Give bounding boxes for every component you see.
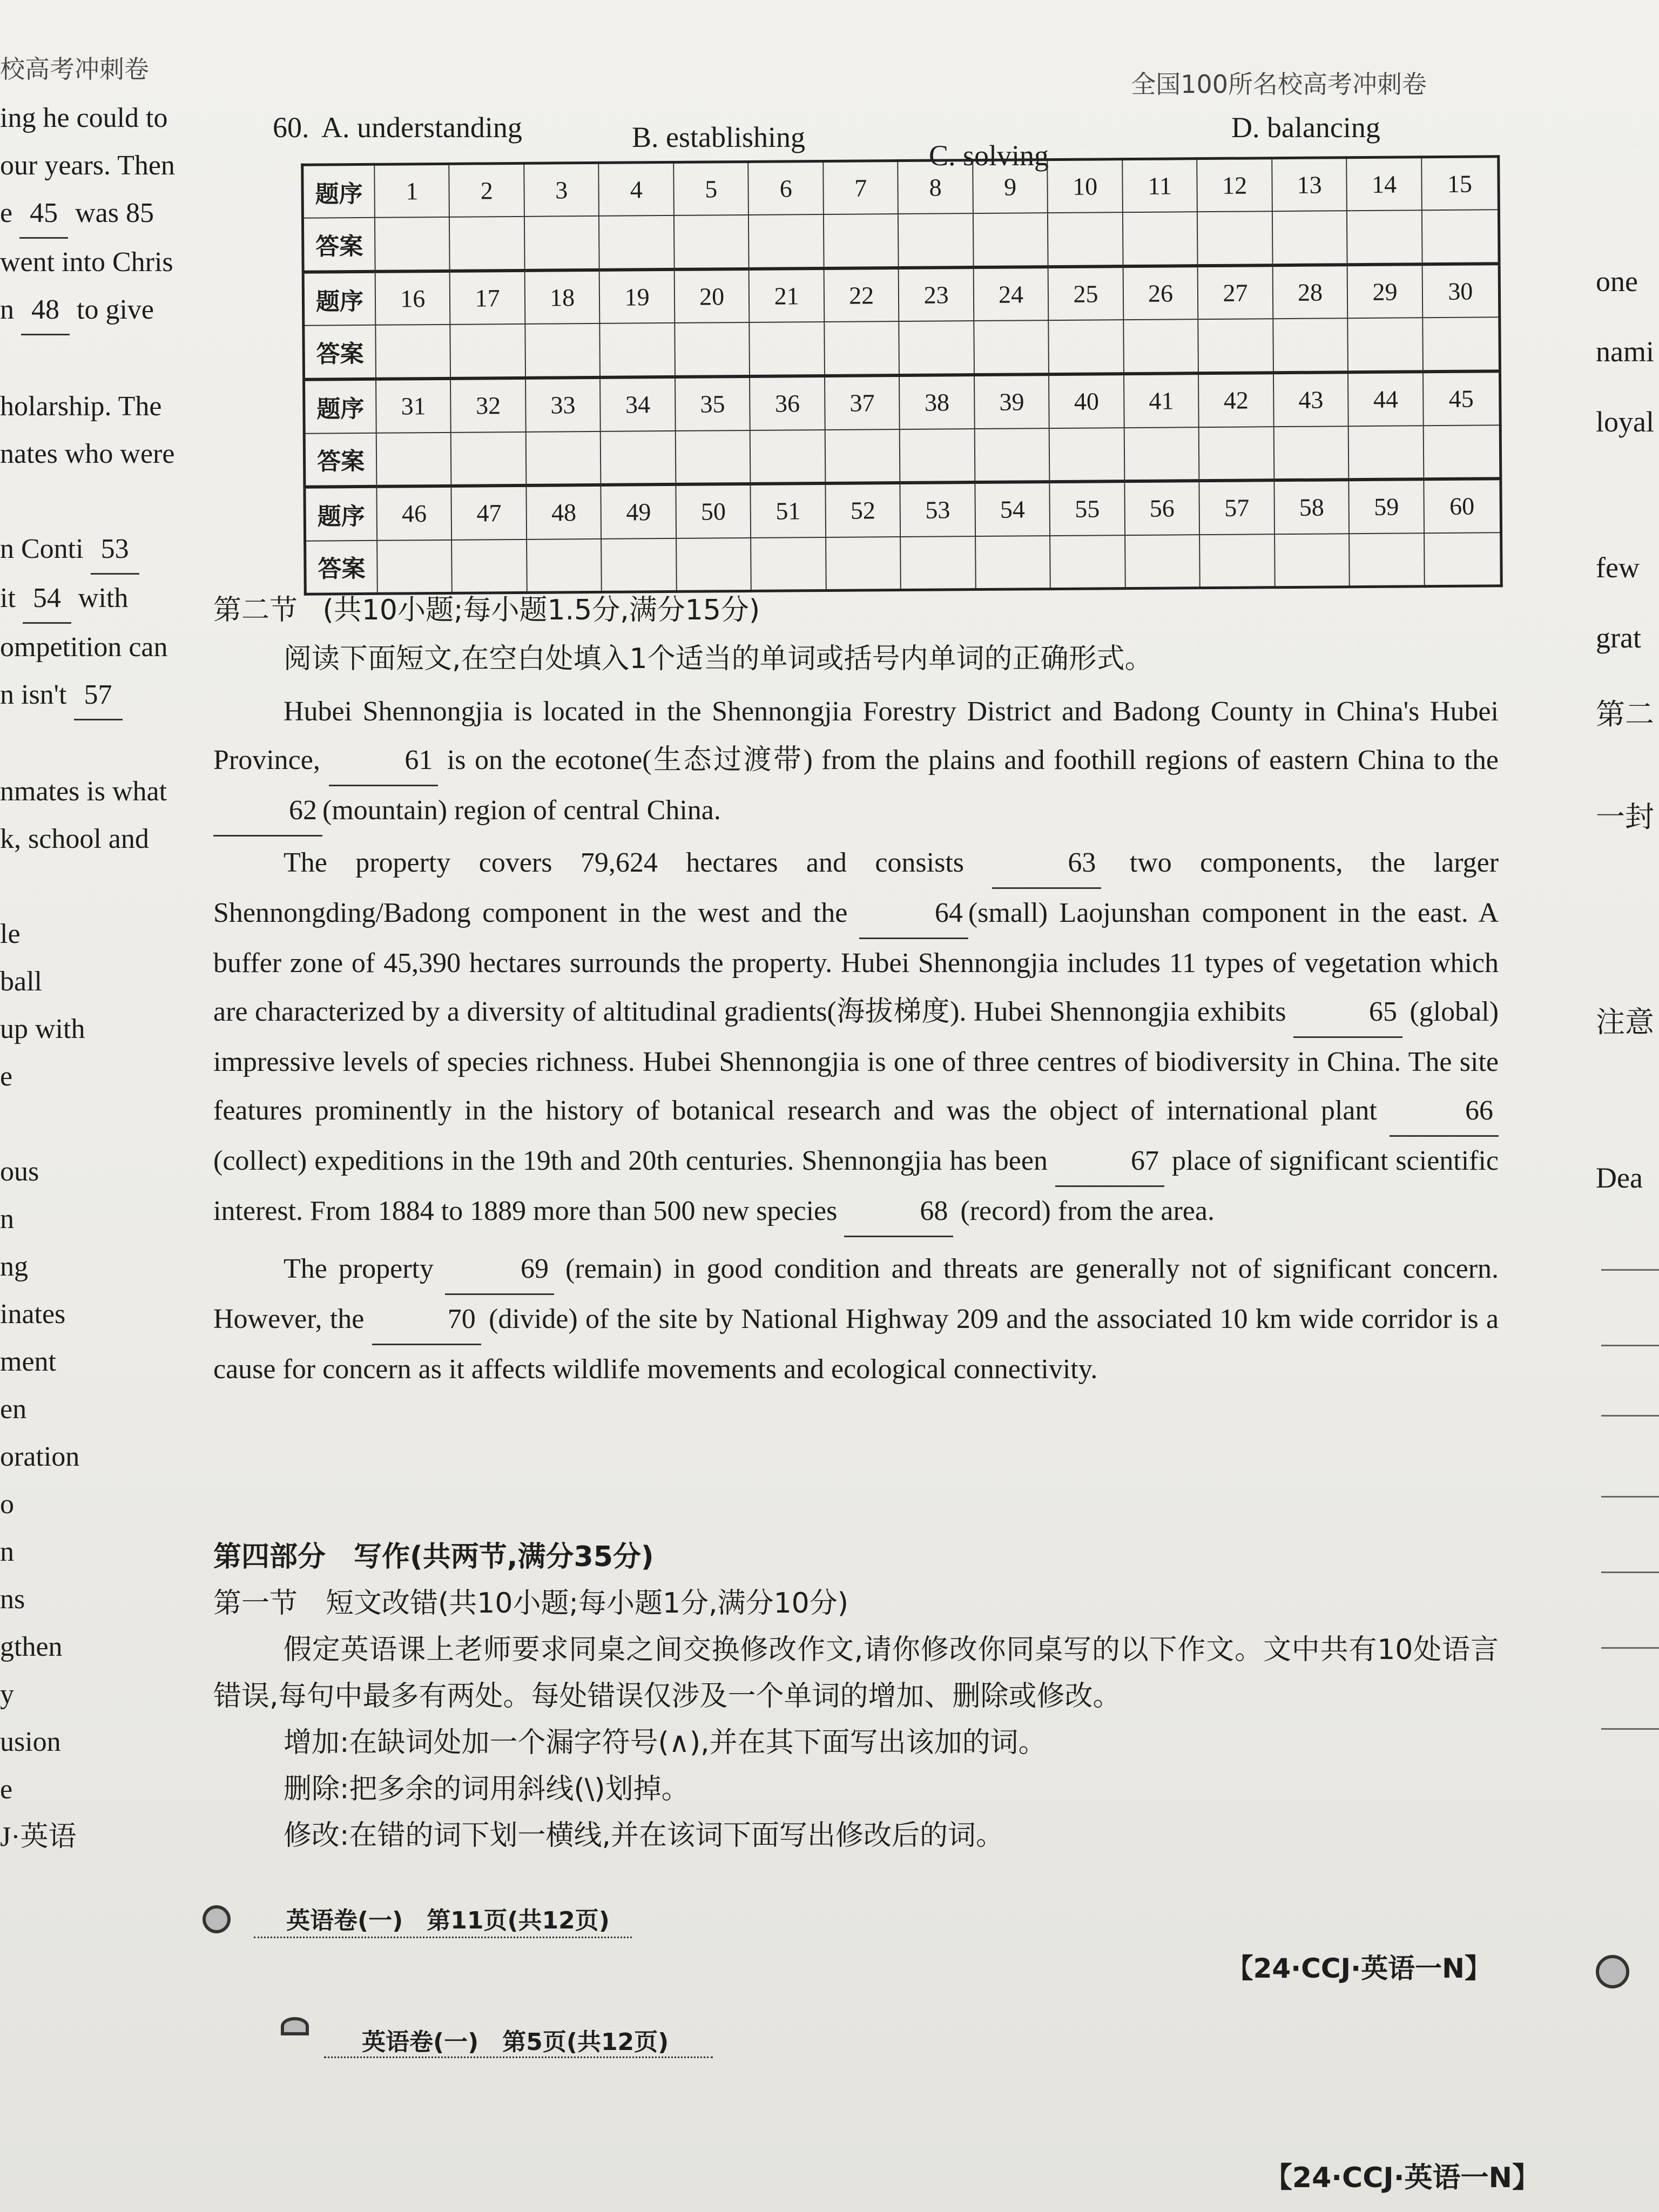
question-number-cell: 22 (824, 268, 899, 322)
question-number-cell: 28 (1272, 265, 1347, 319)
left-fragment-line (0, 1528, 200, 1576)
answer-cell[interactable] (750, 322, 825, 376)
answer-cell[interactable] (1273, 426, 1348, 481)
answer-cell[interactable] (1349, 533, 1424, 587)
question-number-cell: 53 (900, 482, 975, 537)
question-number-cell: 3 (524, 163, 599, 217)
answer-cell[interactable] (824, 321, 899, 376)
question-number-cell: 42 (1198, 373, 1273, 427)
passage-text: (small) Laojunshan component in the east. A buffer zone of 45,390 hectares surrounds the property. Hubei Shennongjia includes 11 types of vegetation which are characterized by a diversity of altitudinal gradients(海拔梯度). Hubei Shennongjia exhibits (213, 898, 1499, 1027)
question-number-cell: 39 (974, 374, 1049, 429)
question-number-cell: 7 (823, 161, 898, 215)
fragment-text: gthen (0, 1631, 63, 1662)
answer-cell[interactable] (527, 539, 602, 593)
left-fragment-line (0, 1671, 200, 1718)
question-number-cell: 8 (898, 160, 973, 214)
fragment-text: ng (0, 1251, 28, 1282)
fragment-text: holarship. The (0, 391, 162, 422)
right-text: nami (1596, 335, 1654, 368)
writing-line (1601, 1728, 1659, 1730)
left-fragment-line (0, 142, 200, 190)
fragment-text: e (0, 1774, 13, 1805)
left-fragment-line (0, 1101, 200, 1148)
answer-label: 答案 (302, 218, 375, 272)
answer-cell[interactable] (600, 323, 675, 377)
fragment-text: n (0, 1204, 14, 1235)
fragment-text: y (0, 1679, 14, 1710)
answer-cell[interactable] (526, 431, 601, 485)
section2-heading (213, 586, 1499, 635)
fragment-text: ment (0, 1346, 56, 1377)
answer-cell[interactable] (748, 214, 824, 269)
wavy-underline (254, 1932, 632, 1938)
answer-cell[interactable] (1049, 320, 1124, 375)
answer-cell[interactable] (602, 538, 677, 592)
answer-cell[interactable] (975, 536, 1050, 590)
fragment-blank[interactable]: 57 (74, 671, 123, 720)
fragment-text: it (0, 583, 23, 613)
fragment-text: our years. Then (0, 150, 175, 181)
question-number-cell: 60 (1424, 478, 1501, 533)
fragment-blank[interactable]: 48 (21, 286, 70, 335)
left-fragment-line (0, 1718, 200, 1766)
blank-61[interactable]: 61 (329, 736, 438, 786)
left-fragment-line (0, 1338, 200, 1386)
answer-cell[interactable] (375, 217, 450, 272)
answer-cell[interactable] (1348, 426, 1424, 480)
answer-cell[interactable] (451, 431, 526, 486)
left-fragment-line (0, 1291, 200, 1338)
left-fragment-line (0, 720, 200, 768)
answer-row (305, 532, 1502, 594)
fragment-text: nmates is what (0, 776, 167, 807)
right-text: few (1596, 551, 1640, 584)
left-fragment-line (0, 575, 200, 624)
fragment-blank[interactable]: 53 (91, 525, 139, 575)
passage-paragraph-1 (213, 687, 1499, 837)
passage-paragraph-3 (213, 1245, 1499, 1394)
fragment-text: n isn't (0, 679, 74, 710)
question-number-cell: 45 (1423, 371, 1500, 426)
answer-cell[interactable] (1197, 212, 1272, 266)
section2-note: (共10小题;每小题1.5分,满分15分) (322, 594, 760, 626)
left-fragment-line (0, 863, 200, 911)
blank-64[interactable]: 64 (859, 889, 968, 939)
left-fragment-line (0, 1053, 200, 1101)
question-number-cell: 30 (1422, 264, 1499, 318)
question-number-cell: 13 (1272, 158, 1347, 212)
left-fragment-line (0, 1576, 200, 1623)
question-number-row (304, 371, 1501, 433)
left-fragment-line (0, 430, 200, 478)
question-number-cell: 14 (1347, 157, 1422, 211)
part4-add-rule: 增加:在缺词处加一个漏字符号(∧),并在其下面写出该加的词。 (284, 1727, 1047, 1759)
answer-cell[interactable] (974, 321, 1049, 375)
answer-cell[interactable] (1123, 320, 1198, 374)
right-text: 注意 (1596, 1005, 1654, 1039)
question-number-cell: 16 (375, 271, 450, 326)
question-number-cell: 19 (599, 269, 675, 324)
q60-option-c: C. solving (929, 139, 1049, 172)
answer-grid (301, 155, 1503, 595)
question-number-cell: 52 (825, 483, 900, 537)
footer-code-1: 【24·CCJ·英语一N】 (1226, 1953, 1492, 1984)
answer-cell[interactable] (449, 217, 524, 271)
blank-67[interactable]: 67 (1055, 1137, 1164, 1187)
question-number-cell: 44 (1348, 372, 1423, 426)
answer-cell[interactable] (1049, 428, 1124, 482)
question-number-cell: 56 (1124, 481, 1199, 535)
fragment-text: J·英语 (0, 1822, 77, 1852)
question-number-cell: 34 (600, 377, 675, 431)
fragment-text: ing he could to (0, 103, 168, 133)
question-number-cell: 40 (1049, 374, 1124, 428)
question-number-cell: 46 (376, 486, 451, 541)
part4-heading: 第四部分 写作(共两节,满分35分) (213, 1541, 654, 1573)
fragment-text: ompetition can (0, 632, 168, 663)
writing-line (1601, 1496, 1659, 1498)
right-text: 第二 (1596, 697, 1654, 731)
answer-cell[interactable] (675, 322, 750, 377)
fragment-text: o (0, 1489, 14, 1520)
question-number-cell: 55 (1050, 481, 1125, 536)
question-number-cell: 47 (451, 485, 527, 540)
passage-paragraph-2 (213, 839, 1499, 1237)
question-number-cell: 33 (525, 377, 601, 432)
answer-label: 答案 (304, 433, 376, 487)
answer-cell[interactable] (973, 213, 1048, 267)
q60-option-b: B. establishing (632, 121, 805, 153)
question-number-cell: 37 (825, 375, 900, 430)
writing-line (1601, 1415, 1659, 1417)
question-number-cell: 23 (899, 267, 974, 322)
binding-hole-icon (203, 1905, 231, 1933)
left-fragment-line (0, 815, 200, 863)
passage-text: (mountain) region of central China. (322, 795, 721, 826)
question-number-cell: 51 (751, 483, 826, 538)
left-fragment-line (0, 1243, 200, 1291)
question-number-cell: 48 (526, 485, 601, 539)
passage-text: (divide) of the site by National Highway 209 and the associated 10 km wide corridor is a cause for concern as it affects wildlife movements and ecological connectivity. (213, 1304, 1499, 1385)
fragment-text: to give (70, 294, 154, 325)
left-fragment-line (0, 911, 200, 958)
footer-page-11: 英语卷(一) 第11页(共12页) (286, 1907, 610, 1934)
part4-delete-rule: 删除:把多余的词用斜线(\)划掉。 (284, 1773, 690, 1805)
writing-line (1601, 1647, 1659, 1649)
blank-66[interactable]: 66 (1390, 1087, 1499, 1137)
fragment-text: le (0, 919, 21, 949)
fragment-text: ns (0, 1584, 25, 1615)
left-fragment-line (0, 478, 200, 525)
question-number-cell: 5 (673, 161, 748, 215)
left-fragment-line (0, 1813, 200, 1861)
answer-cell[interactable] (899, 321, 974, 375)
fragment-text: went into Chris (0, 247, 173, 278)
question-number-cell: 38 (899, 375, 974, 429)
fragment-blank[interactable]: 54 (23, 575, 71, 624)
part4-subheading: 第一节 短文改错(共10小题;每小题1分,满分10分) (213, 1587, 849, 1620)
left-fragment-line (0, 958, 200, 1006)
question-number-cell: 25 (1048, 266, 1123, 321)
question-number-row (305, 478, 1501, 541)
question-number-cell: 1 (374, 164, 449, 218)
answer-cell[interactable] (1199, 534, 1274, 588)
question-number-row (302, 157, 1499, 218)
fragment-blank[interactable]: 45 (19, 190, 68, 239)
left-fragment-line (0, 671, 200, 720)
left-fragment-line (0, 286, 200, 335)
answer-cell[interactable] (1123, 212, 1198, 267)
passage-text: (remain) in good condition and threats are generally not of significant concern. However, the (213, 1253, 1499, 1334)
answer-cell[interactable] (1273, 319, 1348, 373)
answer-label: 答案 (305, 540, 377, 594)
answer-label: 答案 (304, 325, 376, 379)
wavy-underline (324, 2052, 713, 2058)
question-number-cell: 24 (973, 267, 1048, 321)
answer-row (304, 318, 1500, 380)
answer-cell[interactable] (1048, 212, 1123, 267)
answer-cell[interactable] (824, 214, 899, 268)
fragment-text: n (0, 1536, 14, 1567)
left-fragment-line (0, 335, 200, 383)
passage-text: (collect) expeditions in the 19th and 20th centuries. Shennongjia has been (213, 1145, 1048, 1176)
left-fragment-line (0, 1623, 200, 1671)
fragment-text: e (0, 1061, 13, 1092)
question-number-row (303, 264, 1500, 326)
left-fragment-line (0, 190, 200, 239)
fragment-text: k, school and (0, 824, 149, 854)
question-number-cell: 20 (675, 269, 750, 323)
binding-hole-icon (281, 2017, 309, 2035)
left-page-fragment (0, 95, 200, 1861)
section2-instruction: 阅读下面短文,在空白处填入1个适当的单词或括号内单词的正确形式。 (284, 643, 1153, 675)
question-number-cell: 4 (599, 162, 674, 216)
q60-option-d: D. balancing (1231, 111, 1380, 144)
right-text: 一封 (1596, 800, 1654, 834)
question-number-cell: 26 (1123, 266, 1198, 320)
writing-line (1601, 1269, 1659, 1271)
blank-70[interactable]: 70 (372, 1295, 481, 1345)
question-number-cell: 9 (973, 160, 1048, 214)
question-number-cell: 11 (1122, 159, 1197, 213)
right-text: loyal (1596, 406, 1654, 438)
passage-text: (global) impressive levels of species richness. Hubei Shennongjia is one of three centres of biodiversity in China. The site features prominently in the history of botanical research and was the object of international plant (213, 996, 1499, 1126)
fragment-text: with (71, 583, 129, 613)
blank-69[interactable]: 69 (445, 1245, 554, 1295)
q60-option-a: A. understanding (321, 111, 522, 144)
answer-cell[interactable] (450, 324, 525, 379)
fragment-text: up with (0, 1014, 85, 1044)
blank-65[interactable]: 65 (1293, 988, 1402, 1038)
answer-cell[interactable] (599, 215, 674, 270)
answer-cell[interactable] (452, 539, 527, 593)
answer-cell[interactable] (1424, 532, 1501, 586)
row-label: 题序 (304, 379, 376, 433)
left-fragment-line (0, 1433, 200, 1481)
question-number-cell: 2 (449, 163, 524, 217)
answer-row (304, 425, 1501, 487)
answer-cell[interactable] (898, 213, 973, 268)
passage-text: is on the ecotone(生态过渡带) from the plains and foothill regions of eastern China to the (447, 745, 1499, 775)
question-number-cell: 15 (1421, 157, 1499, 211)
left-fragment-line (0, 525, 200, 575)
left-fragment-line (0, 624, 200, 671)
answer-cell[interactable] (1198, 319, 1273, 374)
question-number-cell: 59 (1349, 479, 1424, 534)
fragment-text: usion (0, 1727, 61, 1757)
right-text: one (1596, 265, 1638, 298)
row-label: 题序 (302, 164, 375, 218)
fragment-text: was 85 (68, 198, 154, 228)
answer-cell[interactable] (524, 216, 599, 271)
fragment-text: n (0, 294, 21, 325)
question-number-cell: 43 (1273, 372, 1348, 427)
writing-line (1601, 1345, 1659, 1346)
fragment-text: nates who were (0, 439, 175, 469)
passage-text: The property (284, 1253, 434, 1284)
answer-cell[interactable] (1274, 534, 1350, 588)
question-number-cell: 6 (748, 161, 824, 215)
question-number-cell: 29 (1347, 264, 1422, 319)
answer-cell[interactable] (826, 537, 901, 591)
row-label: 题序 (305, 487, 377, 541)
fragment-text: ball (0, 966, 42, 997)
fragment-text: oration (0, 1441, 80, 1472)
passage-text: (record) from the area. (960, 1196, 1215, 1226)
right-page-fragment (1596, 0, 1659, 2212)
question-number-cell: 10 (1048, 159, 1123, 213)
answer-cell[interactable] (1124, 427, 1199, 482)
answer-cell[interactable] (676, 430, 751, 484)
left-fragment-line (0, 1481, 200, 1528)
answer-cell[interactable] (676, 538, 751, 592)
footer-page-5: 英语卷(一) 第5页(共12页) (362, 2028, 669, 2056)
question-number-cell: 36 (750, 376, 825, 430)
answer-cell[interactable] (525, 323, 600, 378)
left-fragment-line (0, 1196, 200, 1243)
question-number-cell: 54 (975, 482, 1050, 536)
question-number-cell: 27 (1198, 265, 1273, 320)
footer-code-2: 【24·CCJ·英语一N】 (1264, 2162, 1540, 2194)
answer-cell[interactable] (750, 430, 825, 484)
binding-hole-icon (1596, 1955, 1629, 1988)
answer-cell[interactable] (975, 428, 1050, 483)
passage-text: two components, the larger Shennongding/Badong component in the west and the (213, 847, 1499, 928)
answer-cell[interactable] (1199, 427, 1274, 481)
answer-cell[interactable] (1423, 425, 1500, 480)
fragment-text: n Conti (0, 534, 91, 564)
answer-cell[interactable] (375, 325, 450, 379)
fragment-text: inates (0, 1299, 66, 1330)
answer-cell[interactable] (1422, 210, 1499, 265)
passage-text: Hubei Shennongjia is located in the Shennongjia Forestry District and Badong County in China's Hubei Province, (213, 696, 1499, 775)
left-fragment-line (0, 95, 200, 142)
question-number-cell: 50 (676, 484, 751, 538)
question-number-cell: 35 (675, 376, 750, 431)
part4 (213, 1534, 1499, 1859)
blank-62[interactable]: 62 (213, 786, 322, 837)
answer-cell[interactable] (674, 215, 749, 269)
answer-cell[interactable] (1347, 211, 1422, 265)
answer-cell[interactable] (751, 537, 826, 591)
header-left: 校高考冲刺卷 (0, 55, 149, 84)
passage-text: place of significant scientific interest. From 1884 to 1889 more than 500 new species (213, 1145, 1499, 1226)
answer-cell[interactable] (900, 536, 975, 590)
question-number-cell: 57 (1199, 480, 1274, 535)
left-fragment-line (0, 1006, 200, 1053)
question-number-cell: 17 (450, 271, 525, 325)
question-number-cell: 49 (601, 484, 676, 539)
answer-cell[interactable] (1272, 211, 1347, 266)
question-number-cell: 32 (451, 378, 526, 433)
fragment-text: e (0, 198, 20, 228)
section2 (213, 586, 1499, 1394)
left-fragment-line (0, 1386, 200, 1433)
header-right: 全国100所名校高考冲刺卷 (1131, 70, 1427, 99)
answer-cell[interactable] (900, 429, 975, 483)
section2-title: 第二节 (213, 594, 298, 626)
writing-line (1601, 1572, 1659, 1573)
left-fragment-line (0, 239, 200, 286)
question-number-cell: 58 (1274, 480, 1349, 534)
answer-cell[interactable] (376, 432, 451, 487)
answer-row (302, 210, 1499, 272)
answer-cell[interactable] (601, 430, 676, 485)
question-number-cell: 21 (749, 268, 824, 323)
left-fragment-line (0, 1766, 200, 1813)
answer-cell[interactable] (825, 429, 900, 484)
left-fragment-line (0, 1148, 200, 1196)
answer-cell[interactable] (1050, 535, 1125, 589)
right-text: grat (1596, 622, 1641, 654)
question-number-cell: 41 (1124, 373, 1199, 428)
passage-text: The property covers 79,624 hectares and consists (284, 847, 965, 878)
fragment-text: ous (0, 1156, 39, 1187)
blank-63[interactable]: 63 (992, 839, 1101, 889)
answer-cell[interactable] (1348, 318, 1423, 373)
question-number-cell: 18 (525, 270, 600, 325)
left-fragment-line (0, 383, 200, 430)
q60-number: 60. (273, 111, 309, 144)
answer-cell[interactable] (1422, 318, 1500, 372)
row-label: 题序 (303, 272, 375, 326)
blank-68[interactable]: 68 (844, 1187, 953, 1237)
question-number-cell: 12 (1197, 158, 1272, 212)
answer-cell[interactable] (1125, 535, 1200, 589)
question-number-cell: 31 (376, 379, 451, 433)
fragment-text: en (0, 1394, 27, 1425)
right-text: Dea (1596, 1162, 1643, 1194)
part4-modify-rule: 修改:在错的词下划一横线,并在该词下面写出修改后的词。 (284, 1819, 1004, 1852)
part4-intro: 假定英语课上老师要求同桌之间交换修改作文,请你修改你同桌写的以下作文。文中共有10处语言错误,每句中最多有两处。每处错误仅涉及一个单词的增加、删除或修改。 (213, 1634, 1499, 1712)
left-fragment-line (0, 768, 200, 815)
